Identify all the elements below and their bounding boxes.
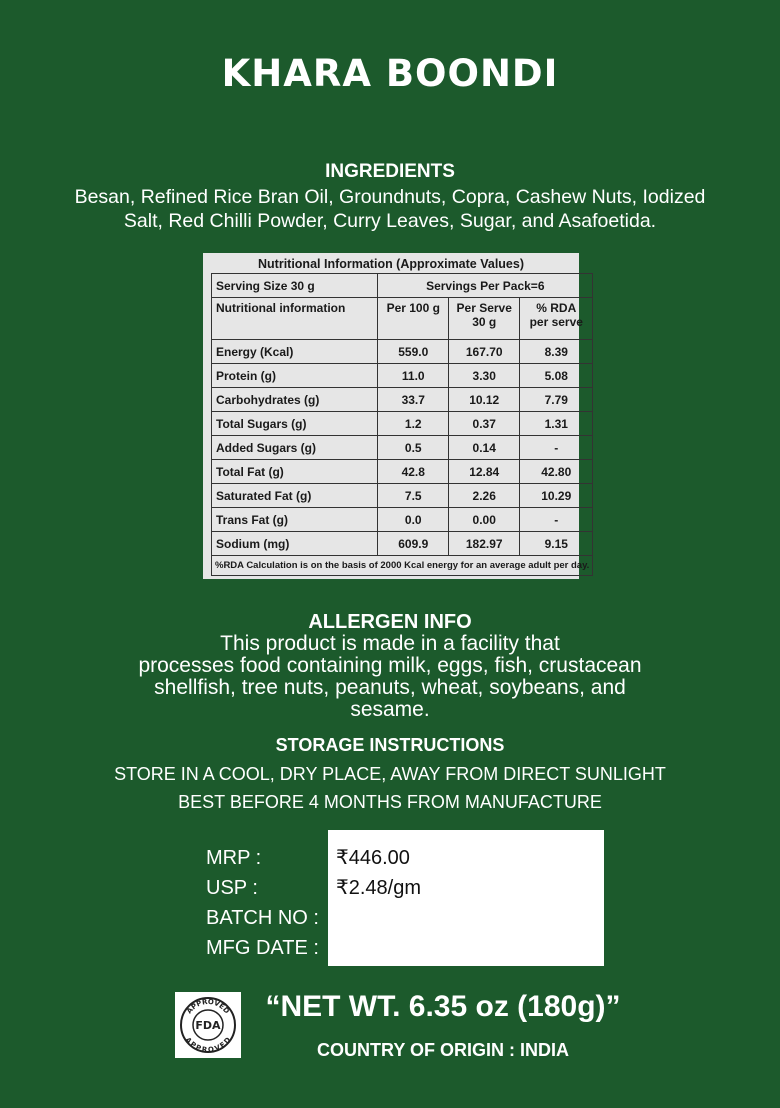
fda-top-text: APPROVED xyxy=(185,997,231,1016)
fda-bottom-text: APPROVED xyxy=(183,1035,233,1055)
nutrient-per100: 33.7 xyxy=(378,388,449,412)
nutrient-rda: 9.15 xyxy=(520,532,593,556)
nutrient-per100: 0.0 xyxy=(378,508,449,532)
nutrition-row xyxy=(212,340,593,364)
nutrient-per100: 1.2 xyxy=(378,412,449,436)
nutrition-serving-row xyxy=(212,274,593,298)
column-header-nutrient: Nutritional information xyxy=(212,298,378,340)
nutrition-table xyxy=(211,273,593,576)
nutrient-rda: 10.29 xyxy=(520,484,593,508)
mrp-label: MRP : xyxy=(206,847,262,869)
nutrient-per-serve: 0.37 xyxy=(449,412,520,436)
fda-center-text: FDA xyxy=(195,1019,221,1032)
fda-approved-badge xyxy=(175,992,241,1058)
svg-text:APPROVED xyxy=(185,998,231,1016)
nutrition-footnote-row xyxy=(212,556,593,576)
nutrient-rda: 5.08 xyxy=(520,364,593,388)
nutrient-per-serve: 10.12 xyxy=(449,388,520,412)
nutrient-name: Protein (g) xyxy=(212,364,378,388)
column-header-per100: Per 100 g xyxy=(378,298,449,340)
ingredients-line: Salt, Red Chilli Powder, Curry Leaves, Sugar, and Asafoetida. xyxy=(123,210,657,232)
ingredients-text xyxy=(30,185,750,233)
nutrient-per-serve: 2.26 xyxy=(449,484,520,508)
allergen-line: sesame. xyxy=(350,698,430,721)
nutrient-name: Trans Fat (g) xyxy=(212,508,378,532)
mfg-date-label: MFG DATE : xyxy=(206,937,319,959)
usp-value: ₹2.48/gm xyxy=(336,877,421,899)
nutrient-rda: 42.80 xyxy=(520,460,593,484)
rda-line1: % RDA xyxy=(536,301,577,315)
nutrient-rda: 1.31 xyxy=(520,412,593,436)
product-title: KHARA BOONDI xyxy=(221,52,559,95)
per-serve-line1: Per Serve xyxy=(456,301,512,315)
allergen-line: processes food containing milk, eggs, fish, crustacean xyxy=(138,654,642,677)
batch-label: BATCH NO : xyxy=(206,907,319,929)
nutrient-per100: 609.9 xyxy=(378,532,449,556)
net-weight: “NET WT. 6.35 oz (180g)” xyxy=(265,990,621,1023)
nutrient-per-serve: 182.97 xyxy=(449,532,520,556)
nutrient-rda: - xyxy=(520,508,593,532)
nutrition-panel xyxy=(203,253,590,579)
ingredients-heading: INGREDIENTS xyxy=(325,161,455,182)
country-of-origin: COUNTRY OF ORIGIN : INDIA xyxy=(317,1040,569,1060)
nutrition-row xyxy=(212,484,593,508)
storage-heading: STORAGE INSTRUCTIONS xyxy=(275,735,505,755)
serving-size: Serving Size 30 g xyxy=(212,274,378,298)
nutrient-per100: 7.5 xyxy=(378,484,449,508)
price-labels xyxy=(206,843,319,963)
allergen-text xyxy=(90,633,690,721)
nutrient-name: Energy (Kcal) xyxy=(212,340,378,364)
nutrient-rda: - xyxy=(520,436,593,460)
nutrition-row xyxy=(212,532,593,556)
allergen-heading: ALLERGEN INFO xyxy=(308,611,472,633)
nutrient-per-serve: 12.84 xyxy=(449,460,520,484)
price-box xyxy=(328,830,604,966)
ingredients-line: Besan, Refined Rice Bran Oil, Groundnuts, Copra, Cashew Nuts, Iodized xyxy=(74,186,706,208)
nutrient-rda: 8.39 xyxy=(520,340,593,364)
shelf-life-line: BEST BEFORE 4 MONTHS FROM MANUFACTURE xyxy=(178,792,602,812)
rda-line2: per serve xyxy=(529,315,583,329)
nutrition-title: Nutritional Information (Approximate Values) xyxy=(258,257,524,271)
servings-per-pack: Servings Per Pack=6 xyxy=(378,274,593,298)
nutrient-per100: 11.0 xyxy=(378,364,449,388)
mrp-value: ₹446.00 xyxy=(336,847,410,869)
rda-footnote: %RDA Calculation is on the basis of 2000 Kcal energy for an average adult per day. xyxy=(212,556,593,576)
nutrient-name: Added Sugars (g) xyxy=(212,436,378,460)
nutrient-per100: 559.0 xyxy=(378,340,449,364)
nutrition-header-row xyxy=(212,298,593,340)
column-header-per-serve xyxy=(449,298,520,340)
nutrient-per-serve: 0.14 xyxy=(449,436,520,460)
nutrient-rda: 7.79 xyxy=(520,388,593,412)
per-serve-line2: 30 g xyxy=(472,315,497,329)
nutrition-row xyxy=(212,460,593,484)
nutrient-per100: 0.5 xyxy=(378,436,449,460)
nutrient-name: Total Fat (g) xyxy=(212,460,378,484)
nutrition-row xyxy=(212,388,593,412)
nutrient-per100: 42.8 xyxy=(378,460,449,484)
nutrient-per-serve: 3.30 xyxy=(449,364,520,388)
nutrition-row xyxy=(212,508,593,532)
usp-label: USP : xyxy=(206,877,258,899)
nutrient-name: Saturated Fat (g) xyxy=(212,484,378,508)
nutrient-per-serve: 0.00 xyxy=(449,508,520,532)
allergen-line: This product is made in a facility that xyxy=(220,632,560,655)
nutrient-name: Total Sugars (g) xyxy=(212,412,378,436)
nutrient-name: Sodium (mg) xyxy=(212,532,378,556)
nutrient-name: Carbohydrates (g) xyxy=(212,388,378,412)
nutrition-row xyxy=(212,412,593,436)
allergen-line: shellfish, tree nuts, peanuts, wheat, soybeans, and xyxy=(154,676,626,699)
fda-seal-icon xyxy=(175,992,241,1058)
column-header-rda xyxy=(520,298,593,340)
nutrition-row xyxy=(212,436,593,460)
nutrition-row xyxy=(212,364,593,388)
nutrient-per-serve: 167.70 xyxy=(449,340,520,364)
storage-line: STORE IN A COOL, DRY PLACE, AWAY FROM DIRECT SUNLIGHT xyxy=(114,764,666,784)
